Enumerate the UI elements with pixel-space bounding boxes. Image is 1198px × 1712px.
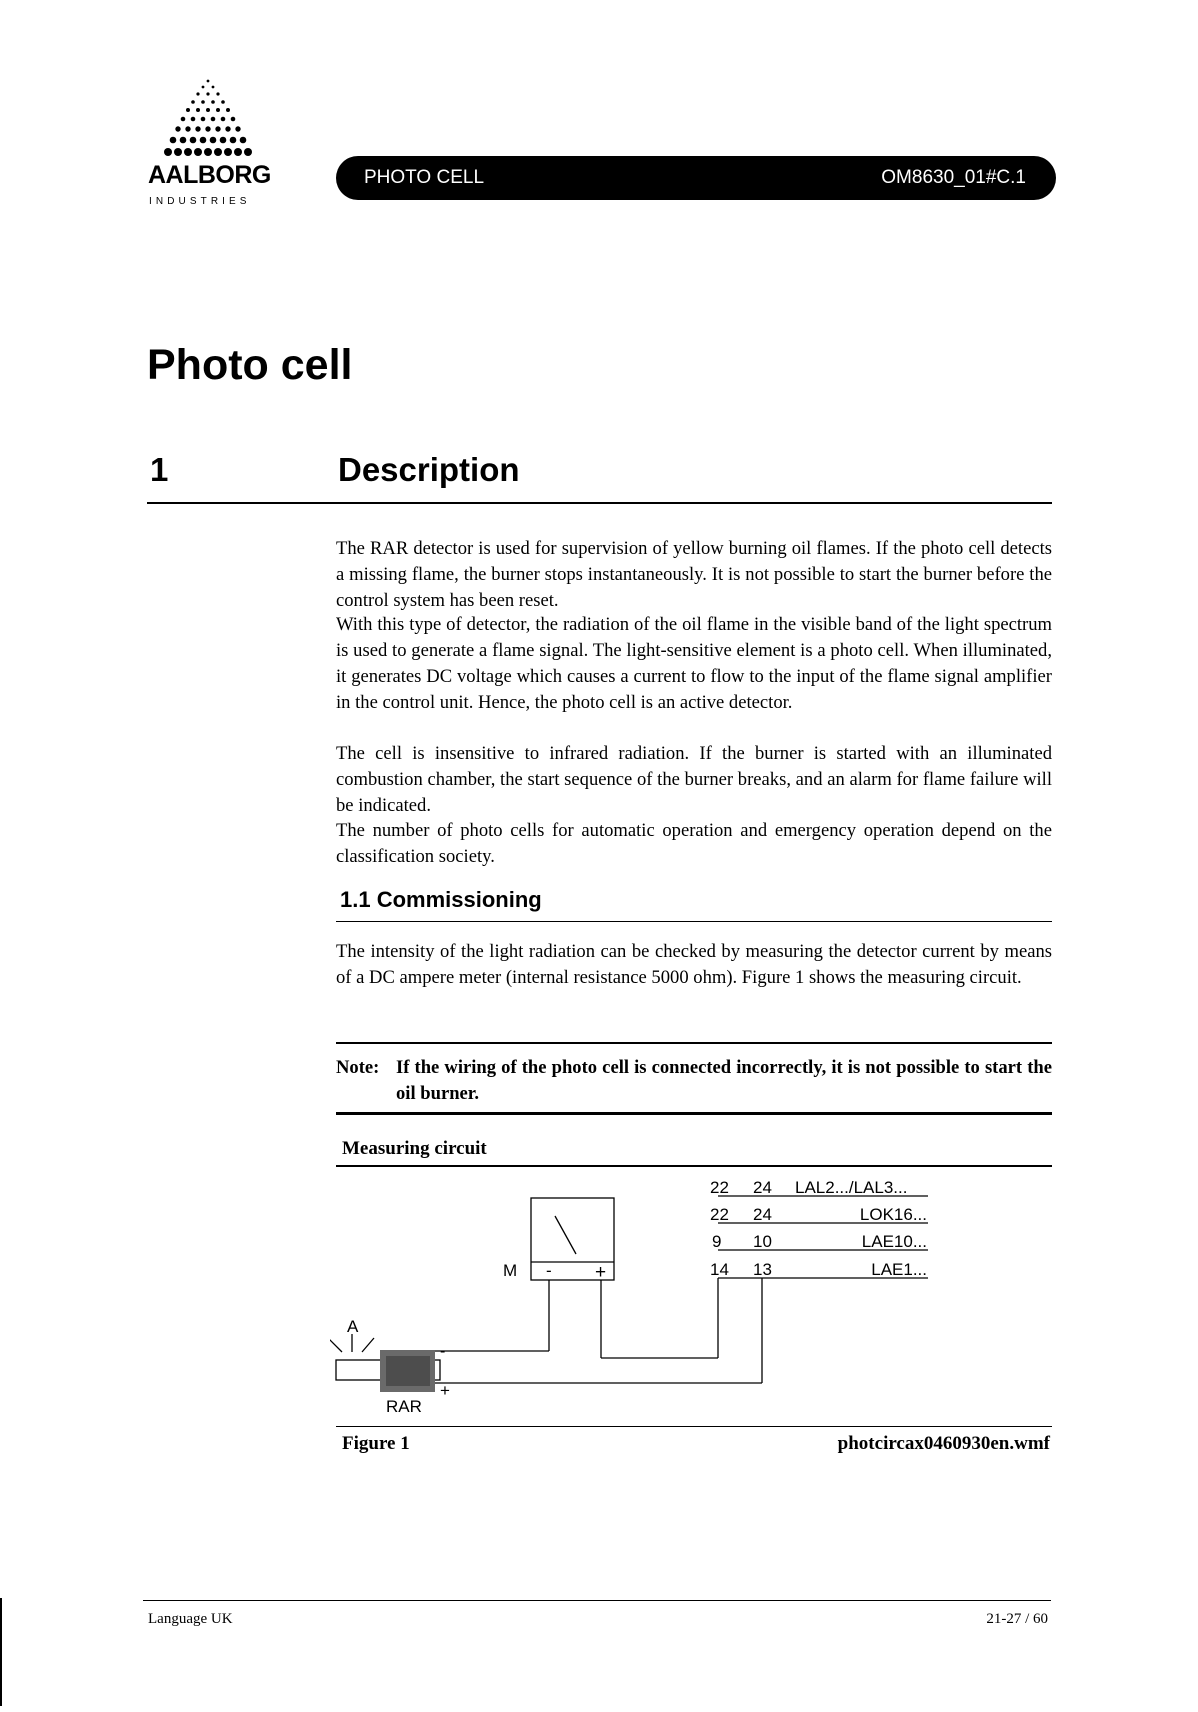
section-title: Description — [338, 451, 520, 488]
figure-bottom-divider — [336, 1426, 1052, 1427]
figure-heading-divider — [336, 1165, 1052, 1167]
meter-plus-label: + — [595, 1262, 607, 1283]
meter-label: M — [503, 1261, 518, 1280]
description-paragraph: The number of photo cells for automatic operation and emergency operation depend on the classification society. — [336, 820, 1052, 867]
header-title: PHOTO CELL — [364, 167, 485, 188]
document-code: OM8630_01#C.1 — [881, 167, 1026, 188]
footer-divider — [143, 1600, 1051, 1601]
description-paragraph: The cell is insensitive to infrared radiation. If the burner is started with an illuminated combustion chamber, the start sequence of the burner breaks, and an alarm for flame failure will be indicated. — [336, 743, 1052, 816]
detector-label: RAR — [386, 1397, 422, 1416]
note-label: Note: — [336, 1057, 380, 1078]
meter-minus-label: - — [546, 1261, 552, 1280]
subsection-title: 1.1 Commissioning — [340, 887, 542, 912]
footer-page-number: 21-27 / 60 — [986, 1611, 1048, 1627]
note-top-divider — [336, 1042, 1052, 1044]
light-ray — [330, 1338, 342, 1352]
terminal-device: LAL2.../LAL3... — [795, 1178, 908, 1197]
terminal-b: 24 — [753, 1205, 772, 1224]
meter-needle — [555, 1216, 576, 1254]
figure-filename: photcircax0460930en.wmf — [837, 1433, 1050, 1454]
subsection-divider — [336, 921, 1052, 922]
terminal-device: LAE10... — [861, 1232, 927, 1251]
aalborg-logo-mark — [158, 78, 258, 160]
note-text: If the wiring of the photo cell is connected incorrectly, it is not possible to start the oil burner. — [396, 1057, 1052, 1104]
terminal-a: 22 — [710, 1205, 729, 1224]
light-label: A — [347, 1317, 359, 1336]
note-bottom-divider — [336, 1112, 1052, 1115]
description-paragraph: The RAR detector is used for supervision of yellow burning oil flames. If the photo cell detects a missing flame, the burner stops instantaneously. It is not possible to start the burner before the control system has been reset. — [336, 538, 1052, 611]
page-title: Photo cell — [147, 341, 353, 389]
photo-cell-texture — [386, 1356, 430, 1386]
scan-edge-line — [0, 1598, 2, 1706]
commissioning-paragraph: The intensity of the light radiation can be checked by measuring the detector current by means of a DC ampere meter (internal resistance 5000 ohm). Figure 1 shows the measuring circuit. — [336, 941, 1052, 988]
cell-plus-label: + — [440, 1381, 450, 1400]
section-divider — [147, 502, 1052, 504]
terminal-b: 13 — [753, 1260, 772, 1279]
terminal-a: 14 — [710, 1260, 729, 1279]
terminal-b: 24 — [753, 1178, 772, 1197]
terminal-b: 10 — [753, 1232, 772, 1251]
section-number: 1 — [150, 451, 169, 488]
terminal-device: LAE1... — [871, 1260, 927, 1279]
figure-caption: Figure 1 — [342, 1433, 410, 1454]
cell-minus-label: - — [440, 1343, 446, 1360]
footer-language: Language UK — [148, 1611, 233, 1627]
light-ray — [362, 1338, 374, 1352]
measuring-circuit-diagram — [330, 1168, 1052, 1424]
terminal-a: 9 — [712, 1232, 722, 1251]
terminal-a: 22 — [710, 1178, 729, 1197]
logo-subword: INDUSTRIES — [149, 196, 251, 207]
description-paragraph: With this type of detector, the radiation of the oil flame in the visible band of the light spectrum is used to generate a flame signal. The light-sensitive element is a photo cell. When illuminated, it generates DC voltage which causes a current to flow to the input of the flame signal amplifier in the control unit. Hence, the photo cell is an active detector. — [336, 614, 1052, 713]
figure-heading: Measuring circuit — [342, 1138, 487, 1159]
logo-wordmark: AALBORG — [148, 161, 271, 189]
header-bar — [336, 156, 1056, 200]
terminal-device: LOK16... — [859, 1205, 927, 1224]
